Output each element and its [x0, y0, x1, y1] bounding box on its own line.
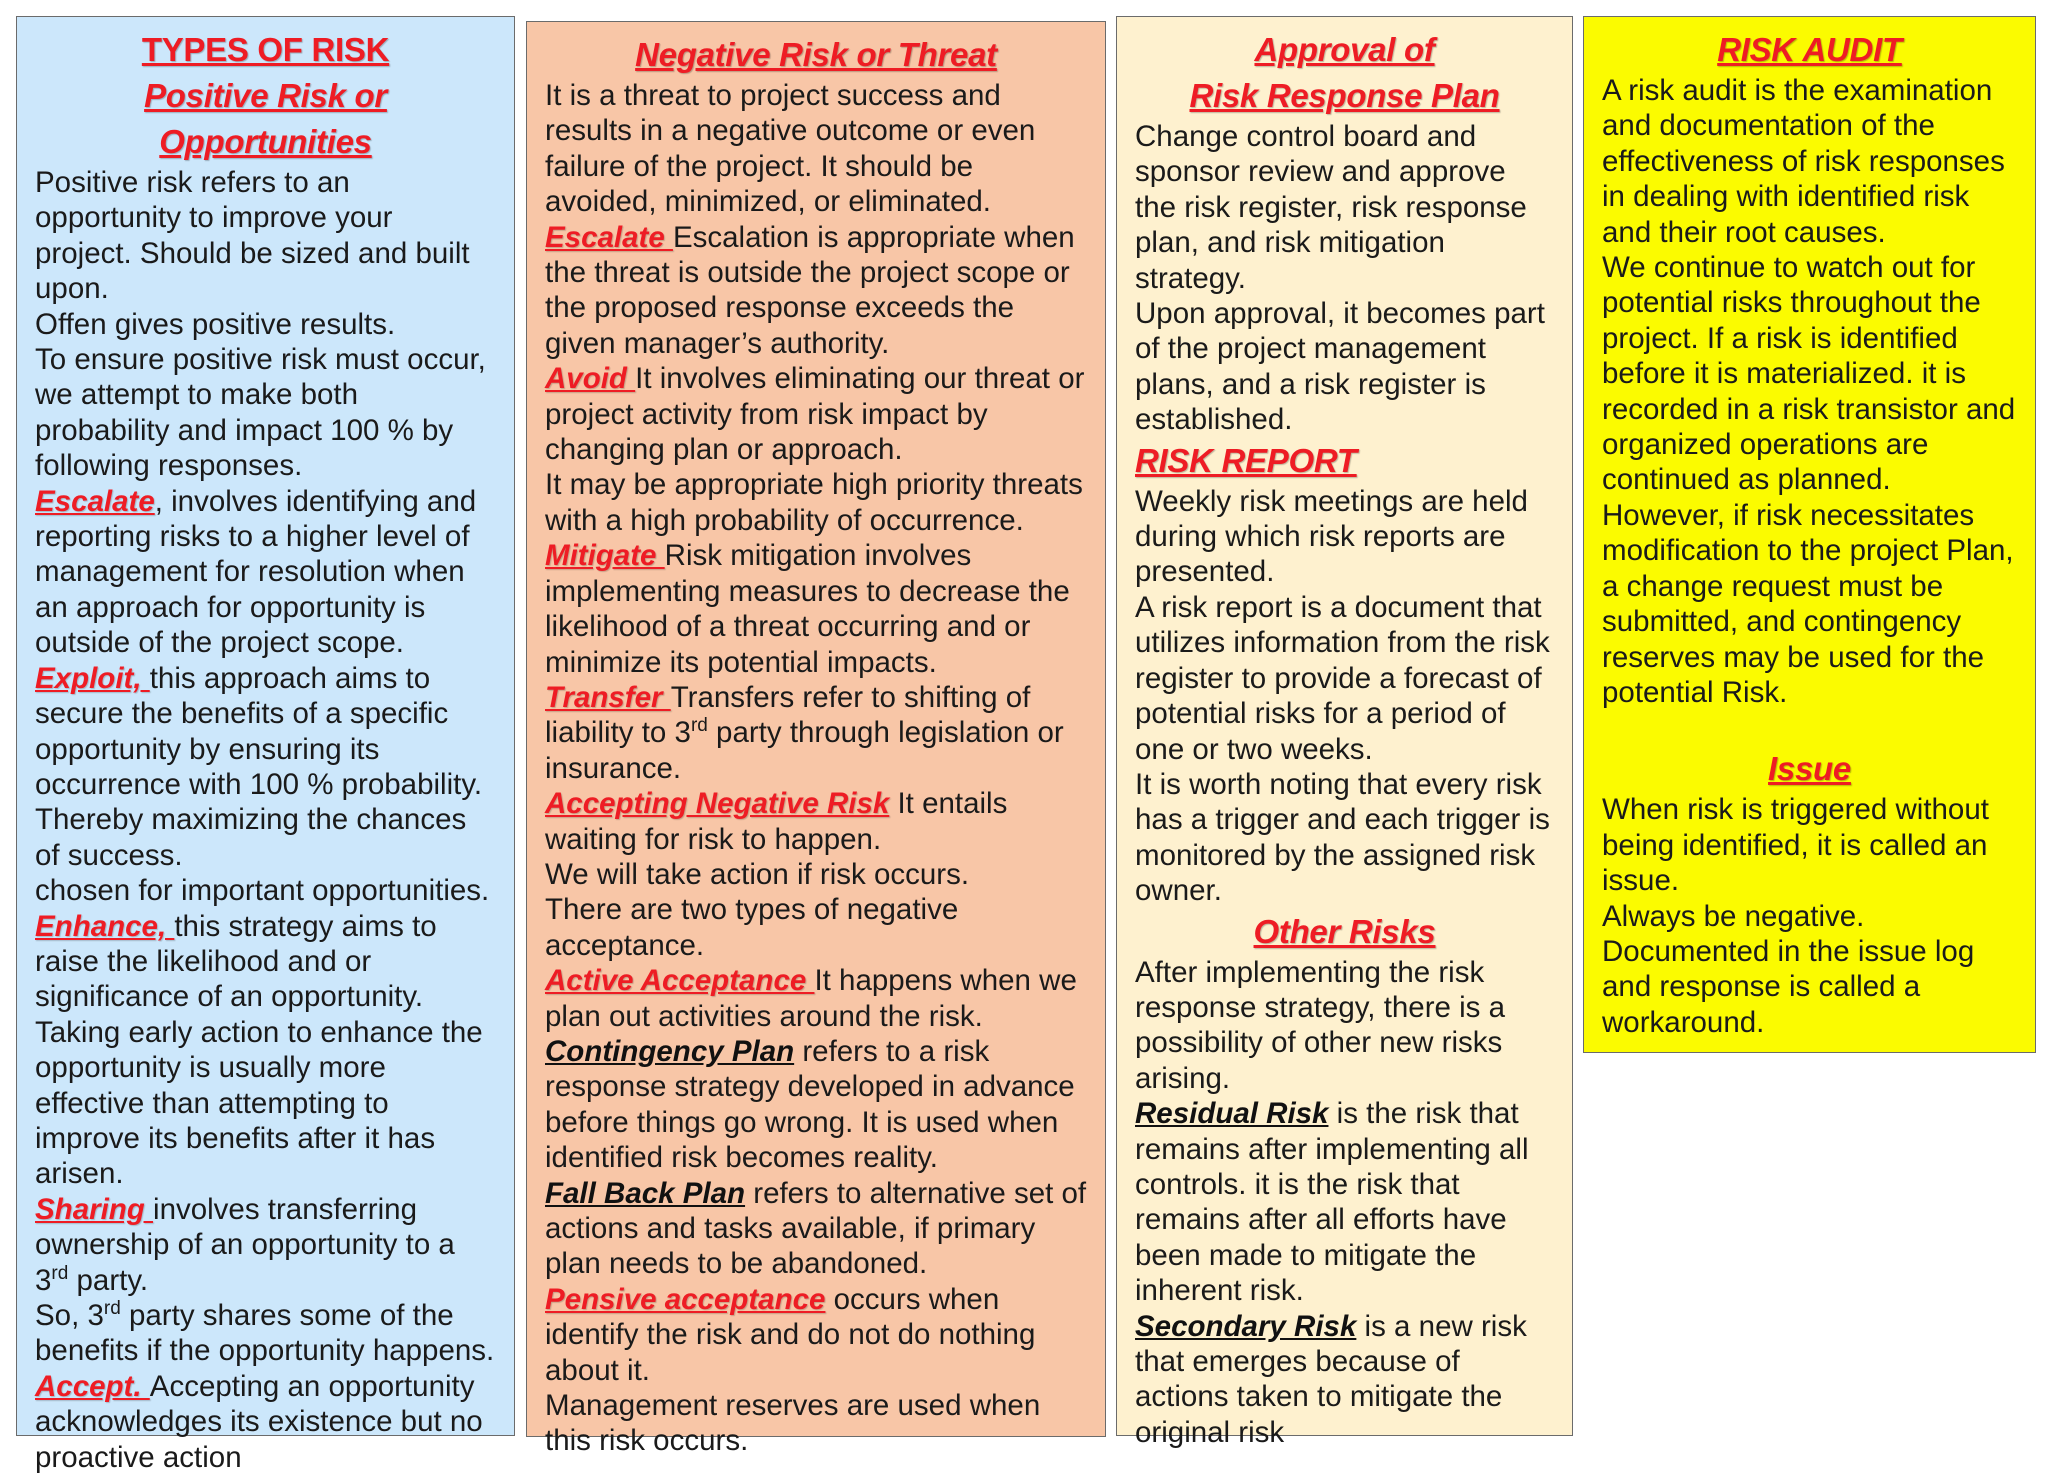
mitigate-entry [545, 538, 1087, 680]
fallback-plan-description: refers to alternative set of actions and tasks available, if primary plan needs to be abandoned. [545, 1176, 1087, 1281]
mitigate-description: Risk mitigation involves implementing measures to decrease the likelihood of a threat occurring and or minimize its potential impacts. [545, 539, 1070, 679]
sharing-entry [35, 1192, 496, 1298]
enhance-description: this strategy aims to raise the likelihood and or significance of an opportunity. Taking early action to enhance the opportunity is usually more effective than attempting to improve its benefits after it has arisen. [35, 909, 483, 1191]
accept-entry [35, 1369, 496, 1475]
positive-results-note: Offen gives positive results. [35, 307, 396, 341]
accepting-negative-entry [545, 786, 1087, 857]
risk-audit-change-request: However, if risk necessitates modification to the project Plan, a change request must be submitted, and contingency reserves may be used for the potential Risk. [1602, 498, 2014, 709]
escalate-threat-entry [545, 220, 1087, 362]
mitigate-term: Mitigate [545, 539, 665, 573]
sharing-benefits-start: So, 3 [35, 1299, 104, 1332]
active-acceptance-description: It happens when we plan out activities around the risk. [545, 964, 1077, 1033]
risk-audit-panel [1583, 16, 2036, 1053]
risk-audit-definition: A risk audit is the examination and documentation of the effectiveness of risk responses in dealing with identified risk and their root causes. [1602, 74, 2005, 249]
accepting-negative-description: It entails waiting for risk to happen. [545, 787, 1008, 856]
section-spacer [1602, 710, 2017, 746]
types-of-risk-title: TYPES OF RISK [141, 31, 390, 68]
avoid-description: It involves eliminating our threat or project activity from risk impact by changing plan or approach. [545, 362, 1085, 467]
escalate-threat-description: Escalation is appropriate when the threat is outside the project scope or the proposed response exceeds the given manager’s authority. [545, 220, 1075, 360]
transfer-entry [545, 680, 1087, 786]
accept-term: Accept. [35, 1369, 150, 1403]
sharing-superscript: rd [51, 1262, 69, 1284]
fallback-plan-term: Fall Back Plan [545, 1176, 746, 1210]
secondary-risk-entry [1135, 1309, 1554, 1451]
transfer-term: Transfer [545, 680, 671, 714]
accepting-negative-term: Accepting Negative Risk [545, 787, 890, 821]
exploit-note: chosen for important opportunities. [35, 874, 490, 908]
escalate-term: Escalate [35, 484, 155, 518]
approval-panel [1116, 16, 1573, 1449]
pensive-acceptance-entry [545, 1282, 1087, 1388]
sharing-description: involves transferring ownership of an opportunity to a 3 [35, 1192, 455, 1297]
risk-audit-watch: We continue to watch out for potential risks throughout the project. If a risk is identified before it is materialized. it is recorded in a risk transistor and organized operations are continued as planned. [1602, 251, 2016, 497]
accepting-note-types: There are two types of negative acceptance. [545, 893, 959, 962]
secondary-risk-description: is a new risk that emerges because of actions taken to mitigate the original risk [1135, 1309, 1527, 1449]
exploit-term: Exploit, [35, 661, 150, 695]
accept-description: Accepting an opportunity acknowledges its existence but no proactive action [35, 1369, 483, 1474]
positive-risk-probability: To ensure positive risk must occur, we attempt to make both probability and impact 100 % by following responses. [35, 343, 486, 483]
sharing-benefits-end: party shares some of the benefits if the opportunity happens. [35, 1299, 495, 1368]
issue-workaround: Documented in the issue log and response is called a workaround. [1602, 934, 1975, 1039]
transfer-description-end: party through legislation or insurance. [545, 716, 1064, 785]
risk-report-heading: RISK REPORT [1135, 441, 1357, 479]
active-acceptance-term: Active Acceptance [545, 964, 815, 998]
issue-heading: Issue [1768, 750, 1851, 788]
risk-report-definition: A risk report is a document that utilizes information from the risk register to provide a forecast of potential risks for a period of one or two weeks. [1135, 590, 1550, 766]
negative-risk-intro: It is a threat to project success and results in a negative outcome or even failure of the project. It should be avoided, minimized, or eliminated. [545, 79, 1036, 219]
escalate-opportunity-entry [35, 484, 496, 661]
escalate-description: , involves identifying and reporting risks to a higher level of management for resolution when an approach for opportunity is outside of the project scope. [35, 484, 477, 660]
exploit-entry [35, 661, 496, 873]
transfer-description: Transfers refer to shifting of liability to 3 [545, 680, 1031, 750]
contingency-plan-term: Contingency Plan [545, 1034, 795, 1068]
pensive-acceptance-term: Pensive acceptance [545, 1282, 826, 1316]
accepting-note-action: We will take action if risk occurs. [545, 857, 970, 891]
issue-negative: Always be negative. [1602, 899, 1865, 933]
risk-report-meetings: Weekly risk meetings are held during which risk reports are presented. [1135, 484, 1528, 589]
avoid-term: Avoid [545, 362, 636, 396]
sharing-benefits-superscript: rd [103, 1298, 121, 1320]
risk-report-trigger: It is worth noting that every risk has a trigger and each trigger is monitored by the assigned risk owner. [1135, 767, 1550, 908]
sharing-term: Sharing [35, 1192, 154, 1226]
pensive-acceptance-description: occurs when identify the risk and do not do nothing about it. [545, 1282, 1036, 1387]
contingency-plan-entry [545, 1034, 1087, 1176]
transfer-superscript: rd [690, 715, 708, 737]
fallback-plan-entry [545, 1176, 1087, 1282]
other-risks-intro: After implementing the risk response strategy, there is a possibility of other new risks arising. [1135, 955, 1506, 1095]
enhance-term: Enhance, [35, 909, 175, 943]
secondary-risk-term: Secondary Risk [1135, 1309, 1357, 1343]
escalate-threat-term: Escalate [545, 220, 673, 254]
approval-outcome: Upon approval, it becomes part of the project management plans, and a risk register is established. [1135, 297, 1545, 437]
other-risks-heading: Other Risks [1253, 912, 1436, 950]
negative-risk-heading: Negative Risk or Threat [635, 36, 997, 73]
positive-risk-definition: Positive risk refers to an opportunity to improve your project. Should be sized and built upon. [35, 166, 470, 306]
avoid-note: It may be appropriate high priority threats with a high probability of occurrence. [545, 468, 1083, 537]
types-of-risk-panel [16, 16, 515, 1474]
approval-heading-line1: Approval of [1254, 31, 1435, 68]
residual-risk-entry [1135, 1096, 1554, 1308]
negative-risk-panel [526, 21, 1106, 1458]
active-acceptance-entry [545, 963, 1087, 1034]
residual-risk-term: Residual Risk [1135, 1097, 1329, 1131]
enhance-entry [35, 909, 496, 1192]
sharing-description-end: party. [68, 1263, 149, 1297]
positive-risk-heading: Positive Risk or Opportunities [144, 77, 387, 160]
approval-review: Change control board and sponsor review and approve the risk register, risk response plan, and risk mitigation strategy. [1135, 120, 1527, 295]
sharing-benefits [35, 1298, 496, 1369]
risk-audit-heading: RISK AUDIT [1717, 31, 1902, 68]
exploit-description: this approach aims to secure the benefits of a specific opportunity by ensuring its occurrence with 100 % probability. Thereby maximizing the chances of success. [35, 661, 483, 872]
contingency-plan-description: refers to a risk response strategy developed in advance before things go wrong. It is used when identified risk becomes reality. [545, 1034, 1075, 1175]
avoid-entry [545, 361, 1087, 467]
residual-risk-description: is the risk that remains after implementing all controls. it is the risk that remains after all efforts have been made to mitigate the inherent risk. [1135, 1097, 1529, 1308]
approval-heading-line2: Risk Response Plan [1189, 77, 1500, 114]
issue-definition: When risk is triggered without being identified, it is called an issue. [1602, 793, 1989, 898]
pensive-acceptance-note: Management reserves are used when this risk occurs. [545, 1389, 1041, 1458]
